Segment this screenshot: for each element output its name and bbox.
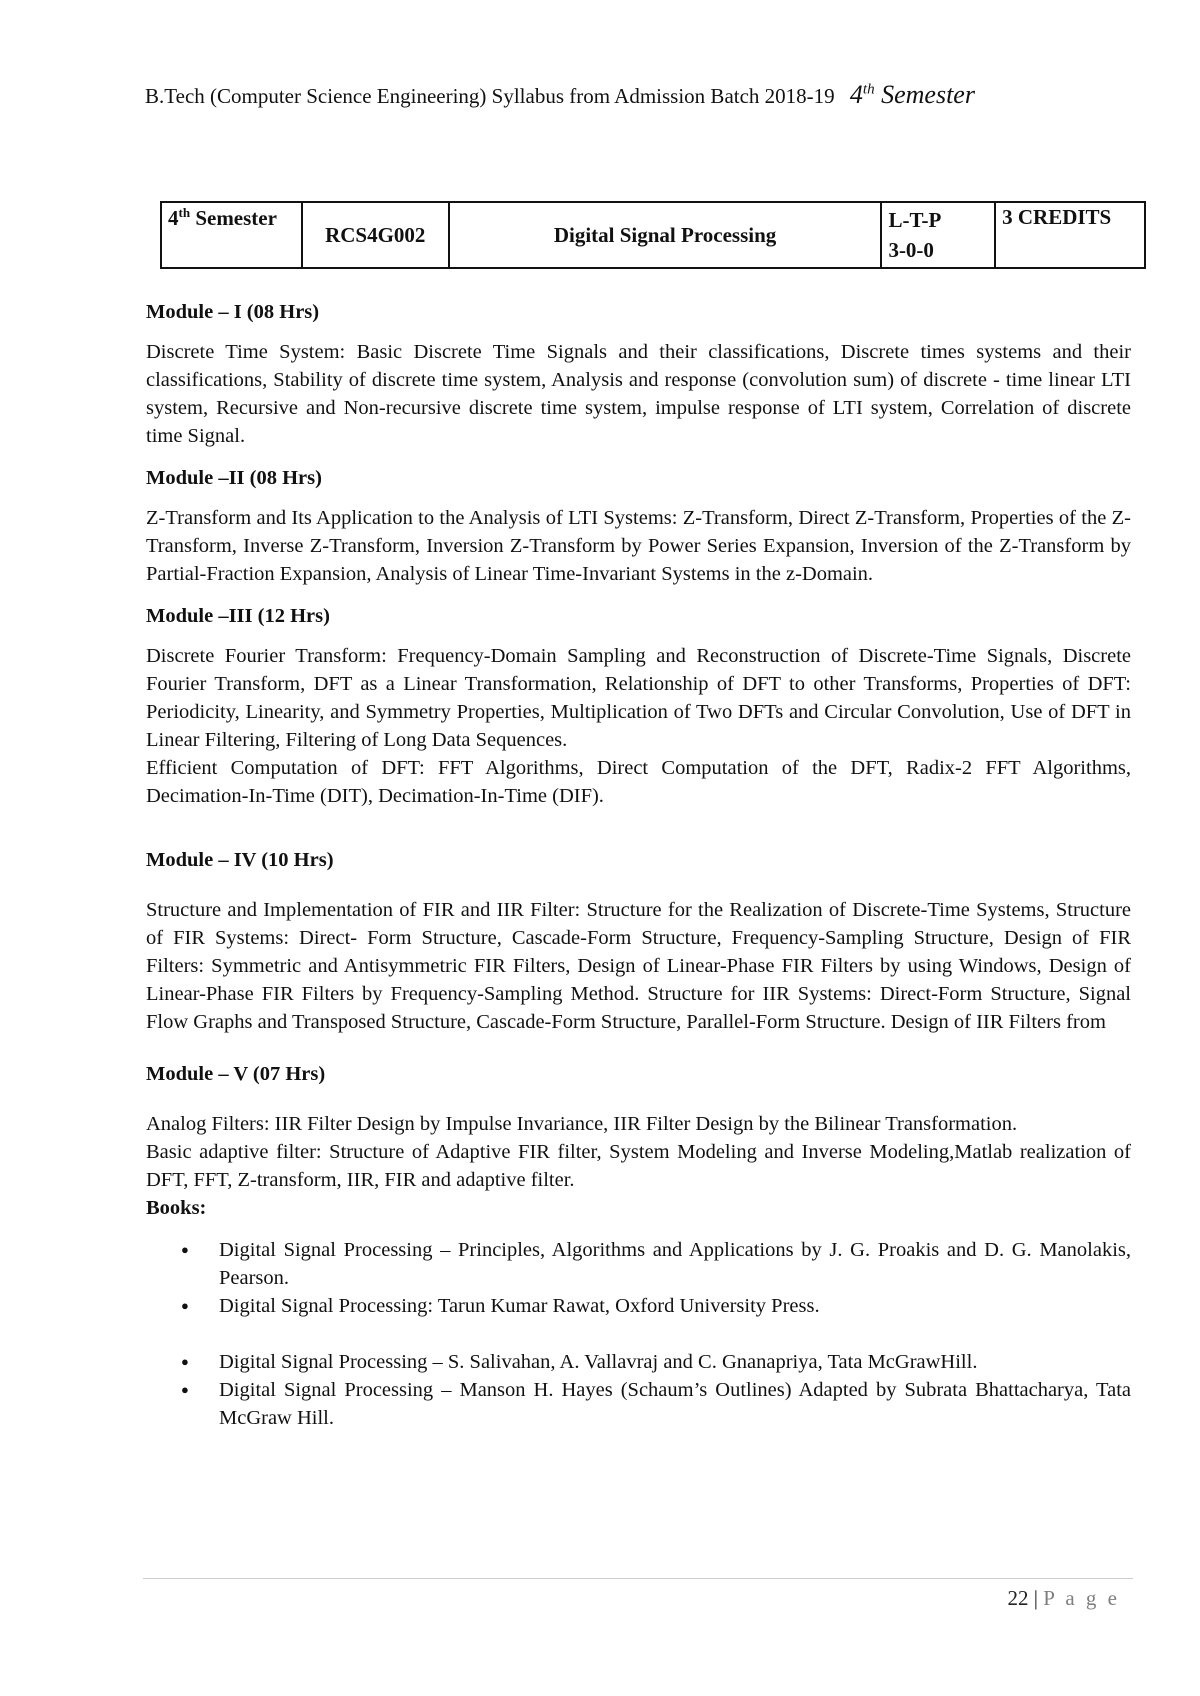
module-paragraph: Analog Filters: IIR Filter Design by Impulse Invariance, IIR Filter Design by the Bilinear Transformation.	[146, 1113, 1018, 1135]
syllabus-content	[146, 298, 1131, 1432]
module-title: Module – V (07 Hrs)	[146, 1063, 326, 1085]
course-semester-number: 4	[168, 206, 179, 230]
header-semester-word: Semester	[881, 80, 975, 109]
course-name: Digital Signal Processing	[553, 222, 777, 247]
book-item: ● Digital Signal Processing – Manson H. Hayes (Schaum’s Outlines) Adapted by Subrata Bhattacharya, Tata McGraw Hill.	[219, 1376, 1131, 1432]
module-paragraph: Z-Transform and Its Application to the Analysis of LTI Systems: Z-Transform, Direct Z-Transform, Properties of the Z- Transform, Inverse Z-Transform, Inversion Z-Transform by Power Series Expansion, Inversion of the Z-Transform by Partial-Fraction Expansion, Analysis of Linear Time-Invariant Systems in the z-Domain.	[146, 507, 1131, 585]
course-ltp-label: L-T-P	[888, 208, 942, 232]
header-semester-number: 4	[849, 80, 863, 109]
module-paragraph: Discrete Fourier Transform: Frequency-Domain Sampling and Reconstruction of Discrete-Time Signals, Discrete Fourier Transform, DFT as a Linear Transformation, Relationship of DFT to other Transforms, Properties of DFT: Periodicity, Linearity, and Symmetry Properties, Multiplication of Two DFTs and Circular Convolution, Use of DFT in Linear Filtering, Filtering of Long Data Sequences.	[146, 645, 1131, 751]
page-label: P a g e	[1043, 1586, 1120, 1610]
book-item: ● Digital Signal Processing: Tarun Kumar Rawat, Oxford University Press.	[219, 1292, 1131, 1320]
page-footer	[1007, 1586, 1120, 1611]
books-title: Books:	[146, 1197, 207, 1219]
book-item: ● Digital Signal Processing – Principles, Algorithms and Applications by J. G. Proakis and D. G. Manolakis, Pearson.	[219, 1236, 1131, 1292]
module-title: Module – IV (10 Hrs)	[146, 849, 334, 871]
course-semester-suffix: th	[178, 205, 191, 220]
book-item: ● Digital Signal Processing – S. Salivahan, A. Vallavraj and C. Gnanapriya, Tata McGrawHill.	[219, 1348, 1131, 1376]
header-semester-suffix: th	[862, 81, 875, 98]
page-separator: |	[1033, 1586, 1038, 1610]
course-semester-word: Semester	[195, 206, 277, 230]
course-semester-cell	[161, 202, 302, 268]
spacer	[146, 824, 1131, 846]
module-paragraph: Structure and Implementation of FIR and IIR Filter: Structure for the Realization of Discrete-Time Systems, Structure of FIR Systems: Direct- Form Structure, Cascade-Form Structure, Frequency-Sampling Structure, Design of FIR Filters: Symmetric and Antisymmetric FIR Filters, Design of Linear-Phase FIR Filters by using Windows, Design of Linear-Phase FIR Filters by Frequency-Sampling Method. Structure for IIR Systems: Direct-Form Structure, Signal Flow Graphs and Transposed Structure, Cascade-Form Structure, Parallel-Form Structure. Design of IIR Filters from	[146, 899, 1131, 1033]
course-code-cell	[302, 202, 449, 268]
header-title: B.Tech (Computer Science Engineering) Syllabus from Admission Batch 2018-19	[145, 84, 835, 108]
course-info-table	[160, 201, 1146, 269]
spacer	[146, 1050, 1131, 1060]
module-4	[146, 846, 1131, 1036]
module-2	[146, 464, 1131, 588]
course-info-row	[161, 202, 1145, 268]
course-credits: 3 CREDITS	[1002, 205, 1112, 229]
module-paragraph: Discrete Time System: Basic Discrete Time Signals and their classifications, Discrete times systems and their classifications, Stability of discrete time system, Analysis and response (convolution sum) of discrete - time linear LTI system, Recursive and Non-recursive discrete time system, impulse response of LTI system, Correlation of discrete time Signal.	[146, 341, 1131, 447]
module-title: Module –II (08 Hrs)	[146, 467, 322, 489]
module-1	[146, 298, 1131, 450]
footer-divider	[143, 1578, 1133, 1579]
module-paragraph: Basic adaptive filter: Structure of Adaptive FIR filter, System Modeling and Inverse Modeling,Matlab realization of DFT, FFT, Z-transform, IIR, FIR and adaptive filter.	[146, 1141, 1131, 1191]
course-ltp-value: 3-0-0	[888, 238, 934, 262]
course-code: RCS4G002	[325, 222, 426, 247]
module-title: Module – I (08 Hrs)	[146, 301, 320, 323]
course-name-cell	[449, 202, 882, 268]
module-title: Module –III (12 Hrs)	[146, 605, 330, 627]
books-list	[146, 1236, 1131, 1432]
module-5	[146, 1060, 1131, 1222]
page-header	[145, 80, 1145, 110]
header-semester	[850, 80, 975, 109]
module-paragraph: Efficient Computation of DFT: FFT Algorithms, Direct Computation of the DFT, Radix-2 FFT Algorithms, Decimation-In-Time (DIT), Decimation-In-Time (DIF).	[146, 757, 1131, 807]
course-ltp-cell	[881, 202, 995, 268]
page-number: 22	[1007, 1586, 1029, 1610]
module-3	[146, 602, 1131, 810]
course-credits-cell	[995, 202, 1145, 268]
